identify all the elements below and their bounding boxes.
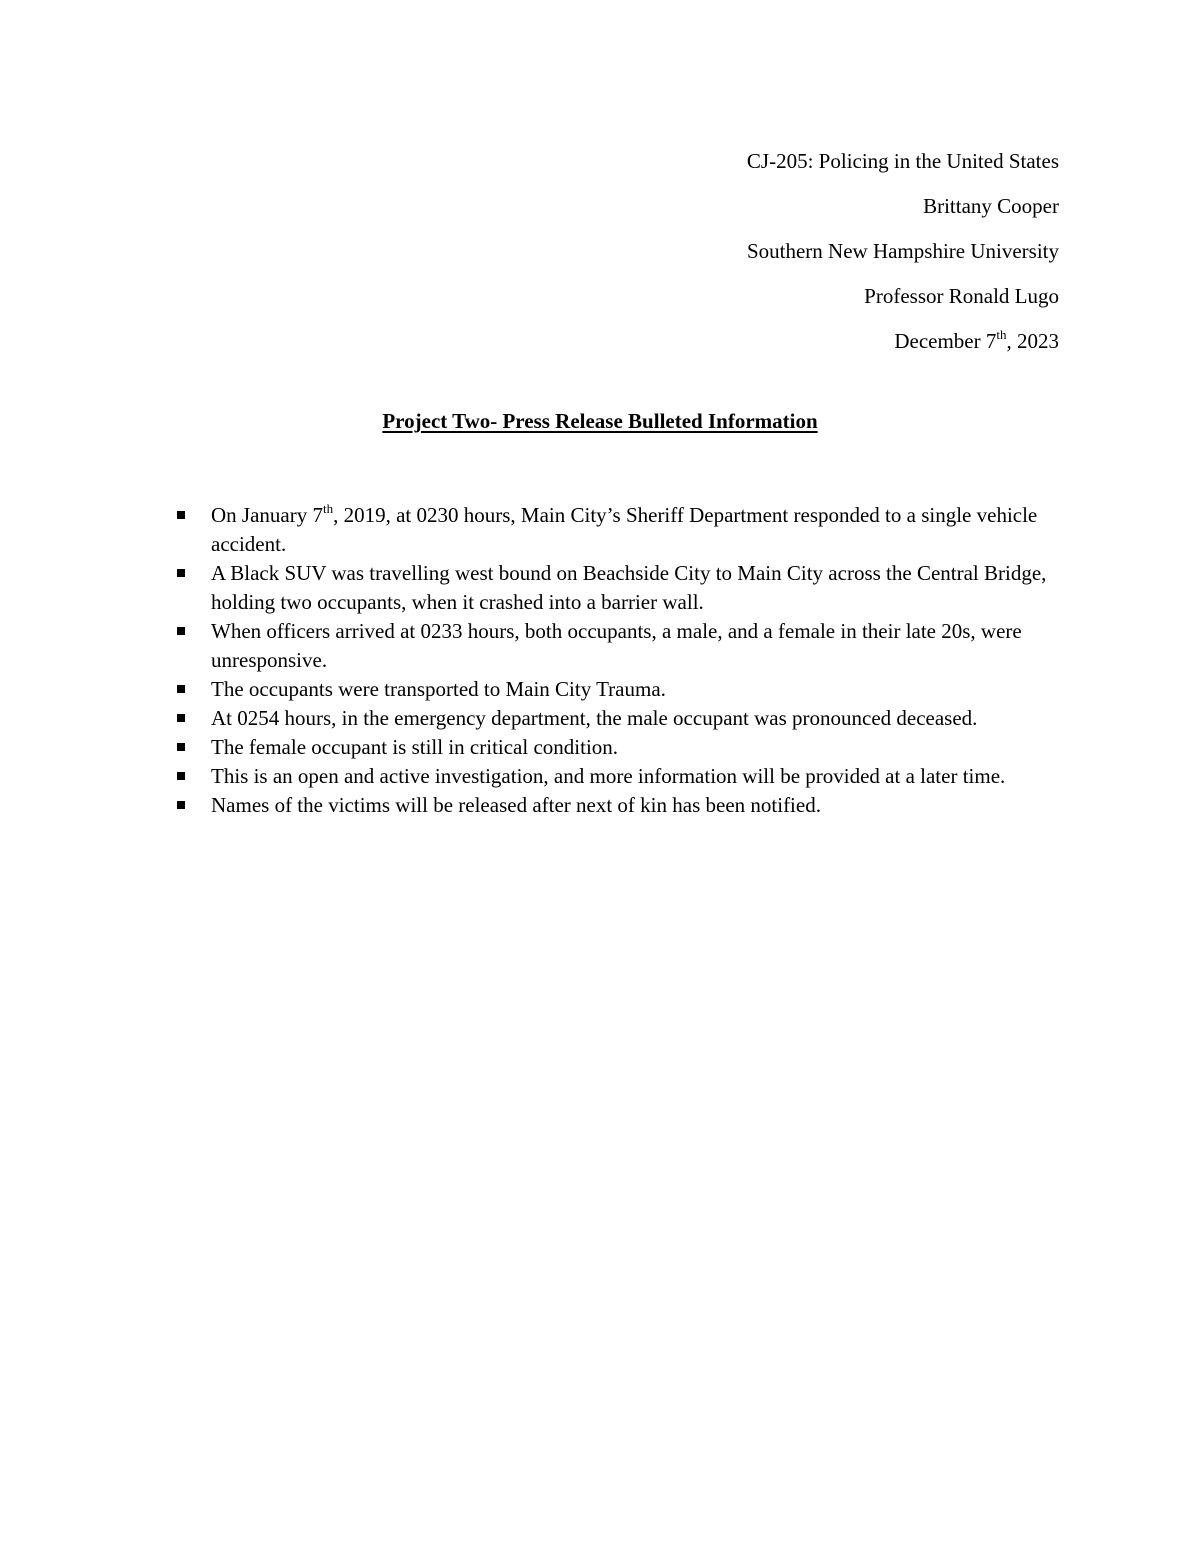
list-item <box>174 791 1064 820</box>
list-item <box>174 617 1064 675</box>
item-text-prefix: On January 7 <box>211 503 323 527</box>
item-text: At 0254 hours, in the emergency department, the male occupant was pronounced deceased. <box>211 706 978 730</box>
list-item <box>174 733 1064 762</box>
document-date <box>747 319 1059 364</box>
square-bullet-icon <box>177 801 185 809</box>
list-item <box>174 762 1064 791</box>
list-item <box>174 501 1064 559</box>
square-bullet-icon <box>177 772 185 780</box>
item-text: When officers arrived at 0233 hours, both occupants, a male, and a female in their late 20s, were unresponsive. <box>211 619 1022 672</box>
document-title: Project Two- Press Release Bulleted Information <box>382 409 818 433</box>
list-item <box>174 559 1064 617</box>
date-suffix: , 2023 <box>1006 329 1059 353</box>
item-text: The occupants were transported to Main City Trauma. <box>211 677 666 701</box>
bullet-list <box>174 501 1064 820</box>
list-item <box>174 675 1064 704</box>
item-text: Names of the victims will be released after next of kin has been notified. <box>211 793 821 817</box>
square-bullet-icon <box>177 627 185 635</box>
header-block <box>747 139 1059 364</box>
list-item <box>174 704 1064 733</box>
institution-name: Southern New Hampshire University <box>746 239 1059 263</box>
author-name: Brittany Cooper <box>923 194 1059 218</box>
item-text: A Black SUV was travelling west bound on Beachside City to Main City across the Central Bridge, holding two occupants, when it crashed into a barrier wall. <box>211 561 1047 614</box>
item-text-suffix: , 2019, at 0230 hours, Main City’s Sheriff Department responded to a single vehicle accident. <box>211 503 1038 556</box>
square-bullet-icon <box>177 685 185 693</box>
course-name: CJ-205: Policing in the United States <box>746 149 1059 173</box>
professor-name: Professor Ronald Lugo <box>864 284 1059 308</box>
square-bullet-icon <box>177 714 185 722</box>
square-bullet-icon <box>177 743 185 751</box>
item-text: This is an open and active investigation, and more information will be provided at a later time. <box>211 764 1006 788</box>
item-text: The female occupant is still in critical condition. <box>211 735 619 759</box>
square-bullet-icon <box>177 569 185 577</box>
date-superscript: th <box>996 327 1007 342</box>
square-bullet-icon <box>177 511 185 519</box>
date-prefix: December 7 <box>894 329 997 353</box>
item-superscript: th <box>322 501 334 516</box>
